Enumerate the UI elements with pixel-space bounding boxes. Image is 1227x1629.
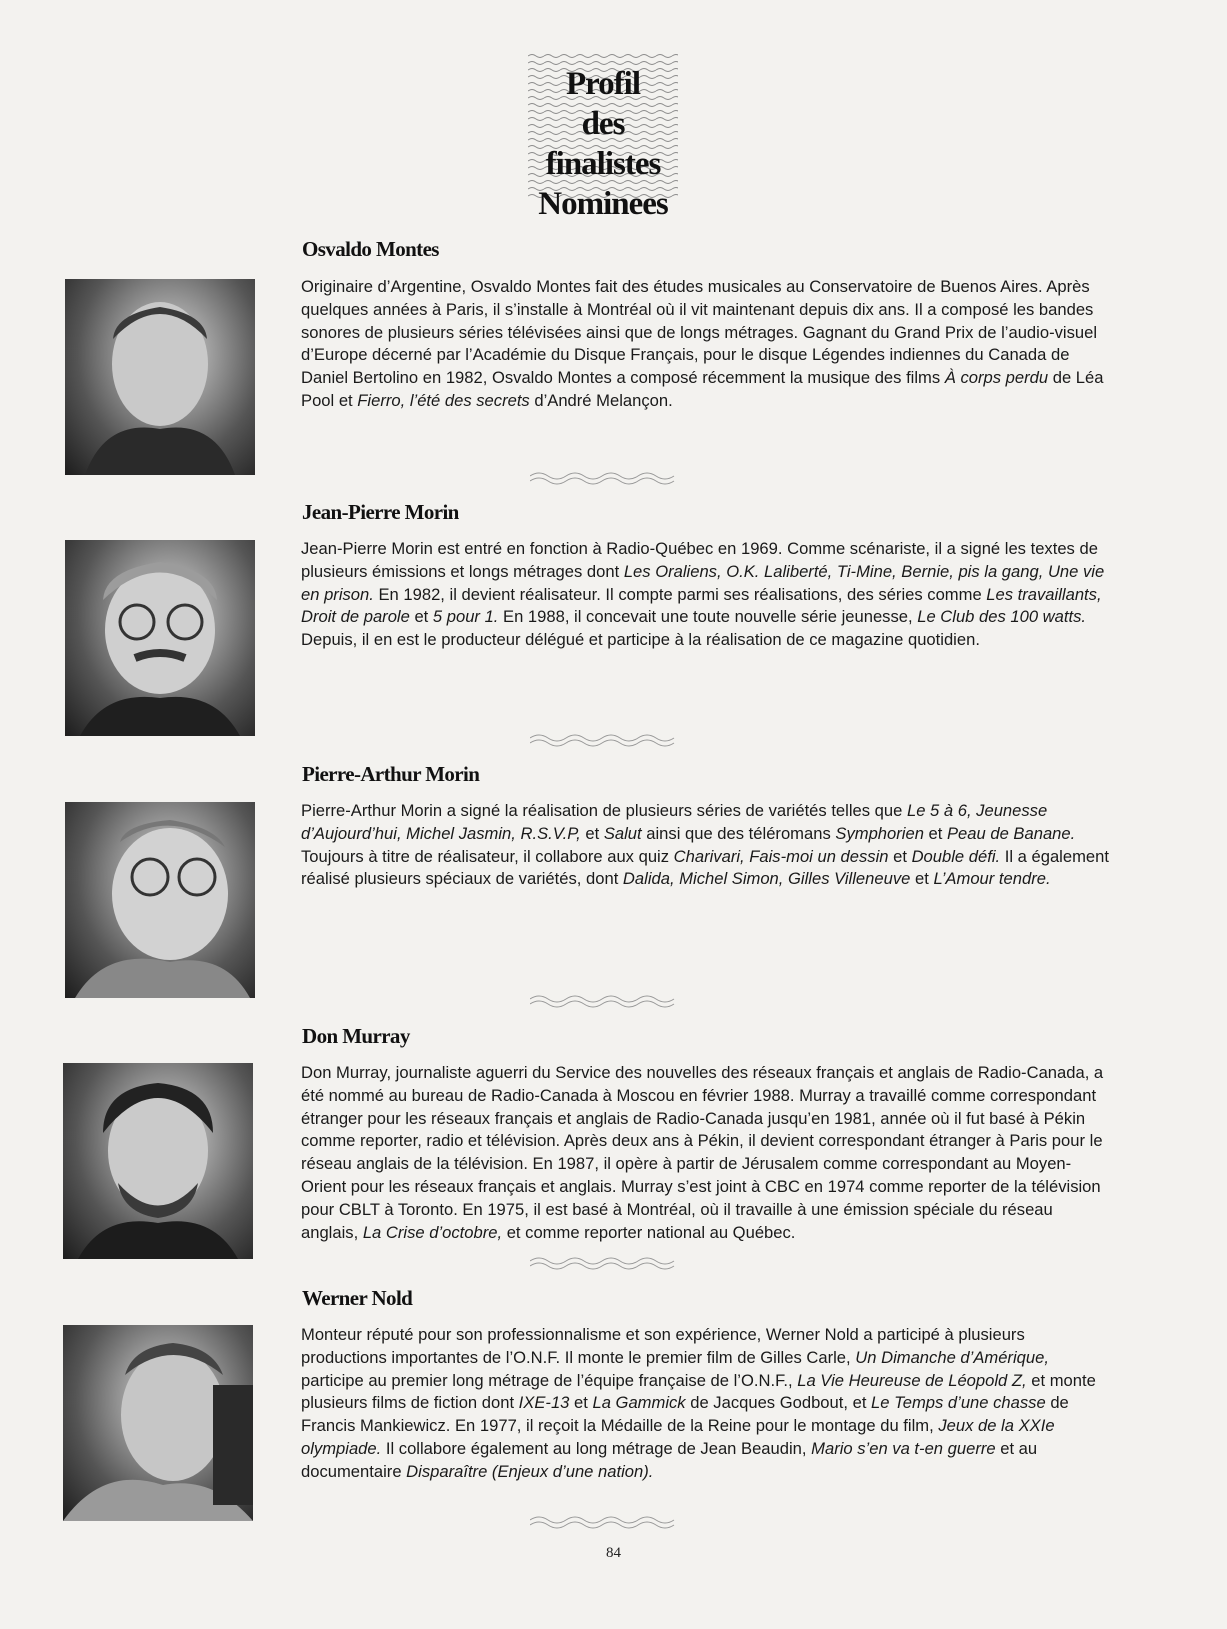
bio-text: Monteur réputé pour son professionnalisme et son expérience, Werner Nold a participé à plusieurs productions importantes de l’O.N.F. Il monte le premier film de Gilles Carle, xyxy=(301,1325,1025,1367)
bio-title-italic: 5 pour 1. xyxy=(432,607,499,627)
bio-text: d’André Melançon. xyxy=(529,390,673,410)
page-title-block xyxy=(528,52,678,222)
bio-title-italic: L’Amour tendre. xyxy=(933,869,1051,889)
bio-text: Jean-Pierre Morin est entré en fonction à Radio-Québec en 1969. Comme scénariste, il a signé les textes de plusieurs émissions et longs métrages dont xyxy=(301,539,1098,581)
bio-title-italic: La Vie Heureuse de Léopold Z, xyxy=(797,1370,1027,1390)
portrait-photo xyxy=(65,279,255,475)
bio-text: et xyxy=(569,1393,593,1413)
wave-divider-icon xyxy=(530,730,678,750)
bio-title-italic: Disparaître (Enjeux d’une nation). xyxy=(406,1461,654,1481)
bio-title-italic: La Gammick xyxy=(592,1393,686,1413)
nominee-name: Don Murray xyxy=(302,1024,410,1048)
bio-title-italic: Le Club des 100 watts. xyxy=(917,607,1087,627)
bio-title-italic: Double défi. xyxy=(911,846,1001,866)
bio-text: de Léa Pool et xyxy=(301,368,1104,410)
bio-title-italic: Symphorien xyxy=(835,823,924,843)
bio-text: Originaire d’Argentine, Osvaldo Montes fait des études musicales au Conservatoire de Buenos Aires. Après quelques années à Paris, il s’installe à Montréal où il vit maintenant depuis dix ans. Il a composé les bandes sonores de plusieurs séries télévisées ainsi que de longs métrages. Gagnant du Grand Prix de l’audio-visuel d’Europe décerné par l’Académie du Disque Français, pour le disque Légendes indiennes du Canada de Daniel Bertolino en 1982, Osvaldo Montes a composé récemment la musique des films xyxy=(301,277,1098,388)
nominee-bio xyxy=(301,800,1113,891)
wave-divider-icon xyxy=(530,1512,678,1532)
nominee-bio xyxy=(301,538,1113,652)
bio-title-italic: Le 5 à 6, Jeunesse d’Aujourd’hui, Michel Jasmin, R.S.V.P, xyxy=(301,801,1048,843)
portrait-photo xyxy=(63,1325,253,1521)
bio-text: et xyxy=(888,846,912,866)
bio-title-italic: Mario s’en va t-en guerre xyxy=(811,1438,996,1458)
bio-text: Il a également réalisé plusieurs spéciaux de variétés, dont xyxy=(301,846,1109,889)
bio-title-italic: Fierro, l’été des secrets xyxy=(357,390,530,410)
page-number: 84 xyxy=(606,1545,621,1561)
title-line-2: des finalistes xyxy=(545,106,661,182)
wave-divider-icon xyxy=(530,468,678,488)
title-line-1: Profil xyxy=(565,66,641,102)
bio-text: et xyxy=(923,823,947,843)
bio-text: et xyxy=(580,823,604,843)
title-line-3: Nominees xyxy=(538,186,668,222)
bio-text: de Francis Mankiewicz. En 1977, il reçoit la Médaille de la Reine pour le montage du film, xyxy=(301,1393,1069,1436)
bio-title-italic: À corps perdu xyxy=(944,368,1049,388)
bio-text: Il collabore également au long métrage de Jean Beaudin, xyxy=(381,1438,812,1458)
bio-text: En 1982, il devient réalisateur. Il compte parmi ses réalisations, des séries comme xyxy=(373,584,987,604)
bio-title-italic: Peau de Banane. xyxy=(946,823,1076,843)
page-title xyxy=(528,52,678,224)
portrait-photo xyxy=(63,1063,253,1259)
nominee-name: Osvaldo Montes xyxy=(302,237,439,261)
bio-title-italic: Jeux de la XXIe olympiade. xyxy=(301,1416,1055,1458)
wave-divider-icon xyxy=(530,1253,678,1273)
bio-text: participe au premier long métrage de l’équipe française de l’O.N.F., xyxy=(301,1370,798,1390)
bio-text: Toujours à titre de réalisateur, il collabore aux quiz xyxy=(301,846,674,866)
bio-text: Pierre-Arthur Morin a signé la réalisation de plusieurs séries de variétés telles que xyxy=(301,801,907,820)
bio-text: En 1988, il concevait une toute nouvelle série jeunesse, xyxy=(498,607,918,627)
nominee-bio xyxy=(301,1062,1113,1244)
bio-text: et xyxy=(409,607,433,627)
portrait-photo xyxy=(65,540,255,736)
nominee-name: Pierre-Arthur Morin xyxy=(302,762,480,786)
bio-title-italic: Le Temps d’une chasse xyxy=(871,1393,1046,1413)
portrait-photo xyxy=(65,802,255,998)
bio-text: et comme reporter national au Québec. xyxy=(502,1222,796,1242)
wave-divider-icon xyxy=(530,991,678,1011)
bio-text: et au documentaire xyxy=(301,1438,1038,1481)
bio-title-italic: Un Dimanche d’Amérique, xyxy=(855,1347,1049,1367)
bio-title-italic: Salut xyxy=(603,823,642,843)
nominee-name: Werner Nold xyxy=(302,1286,413,1310)
bio-text: Depuis, il en est le producteur délégué et participe à la réalisation de ce magazine quotidien. xyxy=(301,630,980,650)
bio-text: Don Murray, journaliste aguerri du Service des nouvelles des réseaux français et anglais de Radio-Canada, a été nommé au bureau de Radio-Canada à Moscou en février 1988. Murray a travaillé comme correspondant étranger pour les réseaux français et anglais de Radio-Canada jusqu’en 1981, année où il fut basé à Pékin comme reporter, radio et télévision. Après deux ans à Pékin, il devient correspondant étranger à Paris pour le réseau anglais de la télévision. En 1987, il opère à partir de Jérusalem comme correspondant au Moyen-Orient pour les réseaux français et anglais. Murray s’est joint à CBC en 1974 comme reporter de la télévision pour CBLT à Toronto. En 1975, il est basé à Montréal, où il travaille à une émission spéciale du réseau anglais, xyxy=(301,1063,1104,1242)
nominee-bio xyxy=(301,1324,1113,1484)
bio-title-italic: IXE-13 xyxy=(518,1393,570,1413)
bio-title-italic: Les Oraliens, O.K. Laliberté, Ti-Mine, Bernie, pis la gang, Une vie en prison. xyxy=(301,561,1105,604)
nominee-bio xyxy=(301,276,1113,413)
bio-title-italic: Les travaillants, Droit de parole xyxy=(301,584,1102,627)
bio-title-italic: La Crise d’octobre, xyxy=(362,1222,503,1242)
bio-text: ainsi que des téléromans xyxy=(641,823,836,843)
bio-title-italic: Dalida, Michel Simon, Gilles Villeneuve xyxy=(622,869,911,889)
bio-text: et xyxy=(910,869,934,889)
bio-text: et monte plusieurs films de fiction dont xyxy=(301,1370,1096,1413)
bio-text: de Jacques Godbout, et xyxy=(685,1393,872,1413)
nominee-name: Jean-Pierre Morin xyxy=(302,500,459,524)
bio-title-italic: Charivari, Fais-moi un dessin xyxy=(673,846,889,866)
